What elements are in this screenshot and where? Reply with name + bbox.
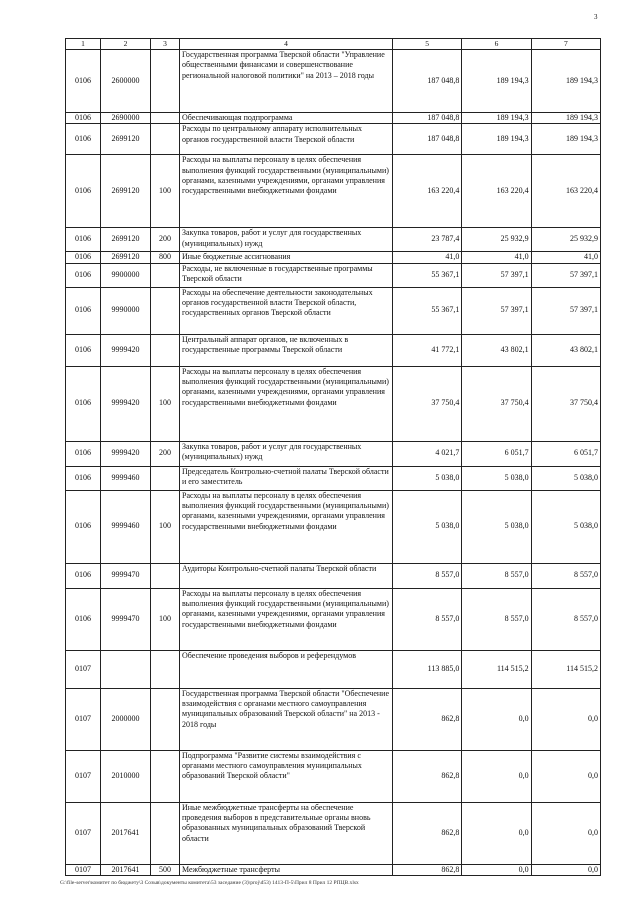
table-row <box>66 124 601 155</box>
amount-col5: 187 048,8 <box>393 49 462 112</box>
page-number: 3 <box>594 13 598 21</box>
expense-type-code <box>151 802 180 864</box>
column-header: 1 <box>66 39 101 50</box>
file-path-footer: G:\file-server\комитет по бюджету\3 Созыв\документы комитета\53 заседание (3)\proj\d53) 1413-П-5\Прил 8 Прил 12 РПЦВ.xlsx <box>60 880 359 886</box>
expense-type-code: 100 <box>151 490 180 563</box>
expense-name: Расходы на выплаты персоналу в целях обеспечения выполнения функций государственными (муниципальными) органами, казенными учреждениями, органами управления государственными внебюджетными фондами <box>180 490 393 563</box>
target-article-code: 2000000 <box>101 688 151 750</box>
expense-name: Межбюджетные трансферты <box>180 864 393 875</box>
table-row <box>66 563 601 588</box>
section-code: 0107 <box>66 864 101 875</box>
expense-type-code <box>151 124 180 155</box>
amount-col5: 8 557,0 <box>393 563 462 588</box>
expense-name: Иные межбюджетные трансферты на обеспечение проведения выборов в представительные органы вновь образованных муниципальных образований Тверской области <box>180 802 393 864</box>
amount-col6: 5 038,0 <box>462 490 531 563</box>
amount-col6: 6 051,7 <box>462 441 531 466</box>
expense-type-code <box>151 112 180 123</box>
amount-col5: 862,8 <box>393 802 462 864</box>
expense-name: Расходы на выплаты персоналу в целях обеспечения выполнения функций государственными (муниципальными) органами, казенными учреждениями, органами управления государственными внебюджетными фондами <box>180 366 393 441</box>
amount-col5: 862,8 <box>393 864 462 875</box>
amount-col5: 5 038,0 <box>393 466 462 490</box>
expense-type-code <box>151 750 180 802</box>
expense-type-code <box>151 263 180 287</box>
section-code: 0106 <box>66 563 101 588</box>
column-header: 7 <box>531 39 600 50</box>
target-article-code: 9999460 <box>101 466 151 490</box>
section-code: 0107 <box>66 802 101 864</box>
expense-name: Расходы на выплаты персоналу в целях обеспечения выполнения функций государственными (муниципальными) органами, казенными учреждениями, органами управления государственными внебюджетными фондами <box>180 588 393 650</box>
target-article-code: 9999460 <box>101 490 151 563</box>
amount-col5: 5 038,0 <box>393 490 462 563</box>
section-code: 0106 <box>66 588 101 650</box>
expense-name: Обеспечение проведения выборов и референдумов <box>180 650 393 688</box>
expense-name: Закупка товаров, работ и услуг для государственных (муниципальных) нужд <box>180 228 393 252</box>
target-article-code: 9999420 <box>101 441 151 466</box>
target-article-code: 9900000 <box>101 263 151 287</box>
section-code: 0106 <box>66 366 101 441</box>
amount-col6: 43 802,1 <box>462 334 531 366</box>
expense-name: Центральный аппарат органов, не включенных в государственные программы Тверской области <box>180 334 393 366</box>
expense-type-code: 100 <box>151 366 180 441</box>
table-row <box>66 490 601 563</box>
expense-name: Аудиторы Контрольно-счетной палаты Тверской области <box>180 563 393 588</box>
amount-col7: 189 194,3 <box>531 124 600 155</box>
amount-col5: 862,8 <box>393 750 462 802</box>
target-article-code: 9999470 <box>101 588 151 650</box>
amount-col7: 189 194,3 <box>531 49 600 112</box>
expense-name: Закупка товаров, работ и услуг для государственных (муниципальных) нужд <box>180 441 393 466</box>
target-article-code: 9990000 <box>101 287 151 334</box>
amount-col7: 5 038,0 <box>531 490 600 563</box>
section-code: 0106 <box>66 466 101 490</box>
section-code: 0107 <box>66 650 101 688</box>
column-header: 2 <box>101 39 151 50</box>
amount-col7: 189 194,3 <box>531 112 600 123</box>
amount-col5: 55 367,1 <box>393 287 462 334</box>
amount-col6: 57 397,1 <box>462 263 531 287</box>
target-article-code: 9999420 <box>101 366 151 441</box>
section-code: 0106 <box>66 287 101 334</box>
table-row <box>66 112 601 123</box>
amount-col5: 187 048,8 <box>393 124 462 155</box>
section-code: 0106 <box>66 155 101 228</box>
amount-col6: 189 194,3 <box>462 112 531 123</box>
section-code: 0106 <box>66 252 101 263</box>
amount-col5: 187 048,8 <box>393 112 462 123</box>
table-row <box>66 750 601 802</box>
expense-type-code: 500 <box>151 864 180 875</box>
column-header: 6 <box>462 39 531 50</box>
amount-col6: 0,0 <box>462 802 531 864</box>
amount-col5: 55 367,1 <box>393 263 462 287</box>
target-article-code: 2699120 <box>101 252 151 263</box>
amount-col7: 37 750,4 <box>531 366 600 441</box>
expense-name: Подпрограмма "Развитие системы взаимодействия с органами местного самоуправления муниципальных образований Тверской области" <box>180 750 393 802</box>
expense-type-code: 100 <box>151 155 180 228</box>
target-article-code: 2690000 <box>101 112 151 123</box>
expense-type-code: 200 <box>151 228 180 252</box>
amount-col5: 163 220,4 <box>393 155 462 228</box>
section-code: 0106 <box>66 49 101 112</box>
amount-col5: 862,8 <box>393 688 462 750</box>
amount-col5: 41,0 <box>393 252 462 263</box>
column-header: 5 <box>393 39 462 50</box>
table-row <box>66 263 601 287</box>
section-code: 0106 <box>66 112 101 123</box>
table-row <box>66 287 601 334</box>
table-row <box>66 688 601 750</box>
target-article-code: 2017641 <box>101 802 151 864</box>
amount-col6: 0,0 <box>462 864 531 875</box>
amount-col6: 37 750,4 <box>462 366 531 441</box>
amount-col7: 43 802,1 <box>531 334 600 366</box>
amount-col7: 8 557,0 <box>531 563 600 588</box>
target-article-code: 2017641 <box>101 864 151 875</box>
amount-col7: 8 557,0 <box>531 588 600 650</box>
budget-table <box>65 38 601 876</box>
expense-type-code: 100 <box>151 588 180 650</box>
table-row <box>66 802 601 864</box>
expense-type-code <box>151 49 180 112</box>
expense-type-code <box>151 650 180 688</box>
target-article-code: 2699120 <box>101 155 151 228</box>
expense-type-code <box>151 334 180 366</box>
expense-name: Расходы на выплаты персоналу в целях обеспечения выполнения функций государственными (муниципальными) органами, казенными учреждениями, органами управления государственными внебюджетными фондами <box>180 155 393 228</box>
amount-col5: 41 772,1 <box>393 334 462 366</box>
amount-col6: 41,0 <box>462 252 531 263</box>
table-row <box>66 334 601 366</box>
target-article-code: 2010000 <box>101 750 151 802</box>
amount-col7: 0,0 <box>531 802 600 864</box>
column-header: 3 <box>151 39 180 50</box>
expense-name: Председатель Контрольно-счетной палаты Тверской области и его заместитель <box>180 466 393 490</box>
target-article-code: 2600000 <box>101 49 151 112</box>
table-row <box>66 588 601 650</box>
section-code: 0106 <box>66 441 101 466</box>
table-row <box>66 466 601 490</box>
amount-col6: 5 038,0 <box>462 466 531 490</box>
amount-col7: 0,0 <box>531 750 600 802</box>
section-code: 0106 <box>66 228 101 252</box>
column-header: 4 <box>180 39 393 50</box>
amount-col6: 163 220,4 <box>462 155 531 228</box>
table-row <box>66 864 601 875</box>
section-code: 0106 <box>66 263 101 287</box>
expense-name: Обеспечивающая подпрограмма <box>180 112 393 123</box>
amount-col7: 41,0 <box>531 252 600 263</box>
table-row <box>66 155 601 228</box>
target-article-code: 2699120 <box>101 228 151 252</box>
amount-col6: 8 557,0 <box>462 563 531 588</box>
amount-col5: 113 885,0 <box>393 650 462 688</box>
target-article-code: 9999470 <box>101 563 151 588</box>
header-row <box>66 39 601 50</box>
section-code: 0106 <box>66 490 101 563</box>
expense-type-code <box>151 466 180 490</box>
section-code: 0106 <box>66 124 101 155</box>
table-row <box>66 252 601 263</box>
amount-col6: 57 397,1 <box>462 287 531 334</box>
table-row <box>66 650 601 688</box>
expense-type-code: 800 <box>151 252 180 263</box>
table-row <box>66 49 601 112</box>
target-article-code <box>101 650 151 688</box>
section-code: 0107 <box>66 750 101 802</box>
section-code: 0107 <box>66 688 101 750</box>
amount-col7: 5 038,0 <box>531 466 600 490</box>
section-code: 0106 <box>66 334 101 366</box>
amount-col6: 114 515,2 <box>462 650 531 688</box>
expense-name: Государственная программа Тверской области "Обеспечение взаимодействия с органами местного самоуправления муниципальных образований Тверской области" на 2013 - 2018 годы <box>180 688 393 750</box>
expense-name: Расходы по центральному аппарату исполнительных органов государственной власти Тверской области <box>180 124 393 155</box>
expense-name: Иные бюджетные ассигнования <box>180 252 393 263</box>
amount-col6: 189 194,3 <box>462 124 531 155</box>
amount-col5: 4 021,7 <box>393 441 462 466</box>
amount-col6: 0,0 <box>462 750 531 802</box>
table-body <box>66 49 601 875</box>
amount-col7: 163 220,4 <box>531 155 600 228</box>
amount-col7: 0,0 <box>531 864 600 875</box>
amount-col6: 8 557,0 <box>462 588 531 650</box>
expense-type-code: 200 <box>151 441 180 466</box>
target-article-code: 2699120 <box>101 124 151 155</box>
amount-col7: 25 932,9 <box>531 228 600 252</box>
expense-type-code <box>151 688 180 750</box>
amount-col6: 0,0 <box>462 688 531 750</box>
amount-col7: 57 397,1 <box>531 263 600 287</box>
expense-type-code <box>151 563 180 588</box>
target-article-code: 9999420 <box>101 334 151 366</box>
table-row <box>66 228 601 252</box>
amount-col7: 0,0 <box>531 688 600 750</box>
amount-col5: 37 750,4 <box>393 366 462 441</box>
expense-name: Государственная программа Тверской области "Управление общественными финансами и совершенствование региональной налоговой политики" на 2013 – 2018 годы <box>180 49 393 112</box>
expense-type-code <box>151 287 180 334</box>
amount-col6: 189 194,3 <box>462 49 531 112</box>
amount-col7: 57 397,1 <box>531 287 600 334</box>
amount-col5: 8 557,0 <box>393 588 462 650</box>
expense-name: Расходы на обеспечение деятельности законодательных органов государственной власти Тверской области, государственных органов Тверской области <box>180 287 393 334</box>
table-row <box>66 366 601 441</box>
amount-col6: 25 932,9 <box>462 228 531 252</box>
amount-col7: 114 515,2 <box>531 650 600 688</box>
amount-col7: 6 051,7 <box>531 441 600 466</box>
amount-col5: 23 787,4 <box>393 228 462 252</box>
expense-name: Расходы, не включенные в государственные программы Тверской области <box>180 263 393 287</box>
table-row <box>66 441 601 466</box>
